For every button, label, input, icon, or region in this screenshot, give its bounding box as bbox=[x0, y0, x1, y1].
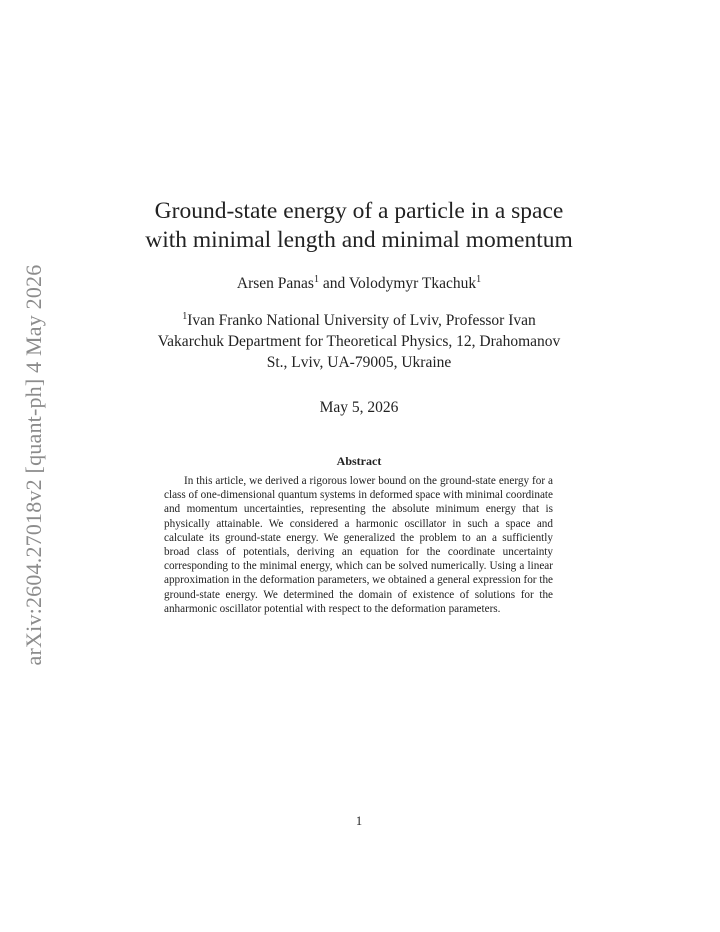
paper-title bbox=[100, 197, 618, 255]
title-line-1: Ground-state energy of a particle in a space bbox=[154, 198, 564, 224]
affiliation-block bbox=[115, 310, 603, 373]
abstract-text: In this article, we derived a rigorous lower bound on the ground-state energy for a class of one-dimensional quantum systems in deformed space with minimal coordinate and momentum uncertainties, representing the absolute minimum energy that is physically attainable. We considered a harmonic oscillator in such a space and calculate its ground-state energy. We generalized the problem to an a sufficiently broad class of potentials, deriving an equation for the coordinate uncertainty corresponding to the minimal energy, which can be solved numerically. Using a linear approximation in the deformation parameters, we obtained a general expression for the ground-state energy. We determined the domain of existence of solutions for the anharmonic oscillator potential with respect to the deformation parameters. bbox=[164, 475, 553, 615]
author-list bbox=[100, 274, 618, 294]
affiliation-mark: 1 bbox=[182, 311, 188, 322]
paper-date: May 5, 2026 bbox=[319, 399, 399, 416]
affiliation-line-3: St., Lviv, UA-79005, Ukraine bbox=[266, 354, 452, 371]
page-number: 1 bbox=[355, 814, 363, 828]
author-affiliation-mark: 1 bbox=[313, 274, 319, 285]
abstract-heading: Abstract bbox=[336, 454, 382, 468]
affiliation-line-1 bbox=[115, 310, 603, 331]
affiliation-text: Ivan Franko National University of Lviv, Professor Ivan bbox=[187, 312, 536, 329]
title-line-2: with minimal length and minimal momentum bbox=[145, 227, 573, 253]
affiliation-line-2: Vakarchuk Department for Theoretical Physics, 12, Drahomanov bbox=[157, 333, 561, 350]
author-name: Volodymyr Tkachuk bbox=[348, 275, 477, 292]
author-name: Arsen Panas bbox=[236, 275, 314, 292]
arxiv-identifier-stamp[interactable]: arXiv:2604.27018v2 [quant-ph] 4 May 2026 bbox=[21, 264, 46, 666]
author-affiliation-mark: 1 bbox=[476, 274, 482, 285]
authors-connector: and bbox=[322, 275, 346, 292]
